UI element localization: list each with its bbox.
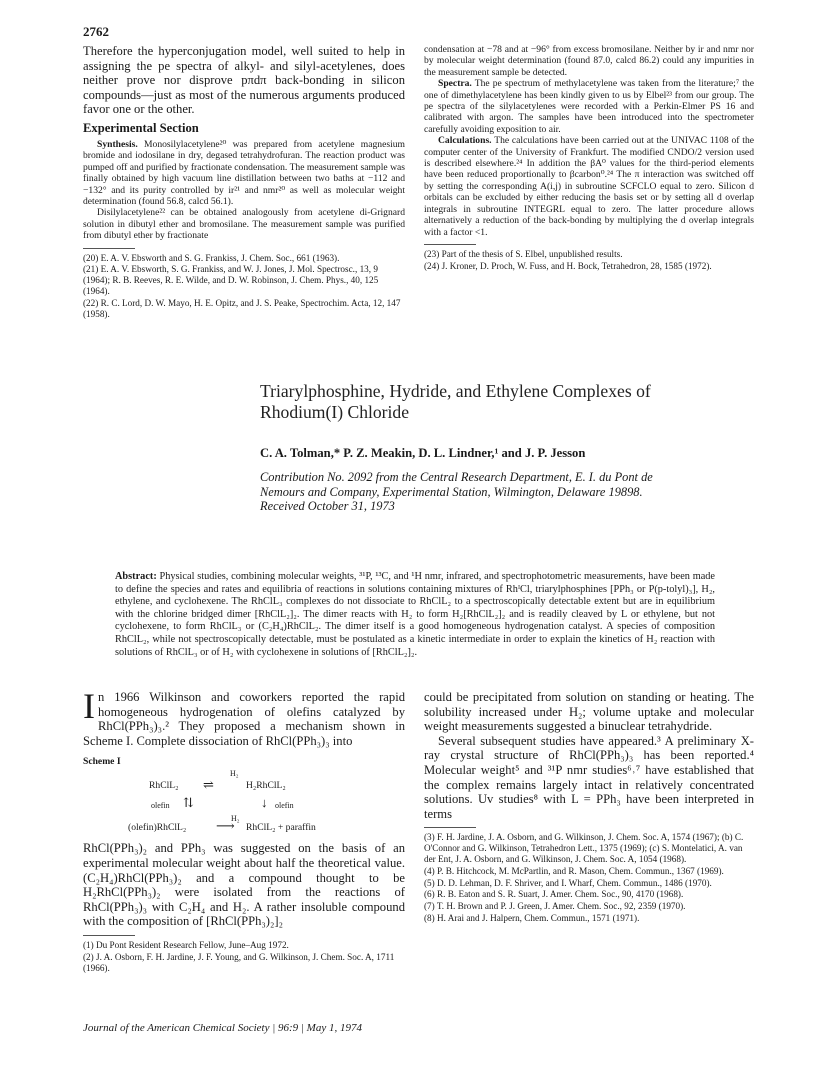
footnote: (5) D. D. Lehman, D. F. Shriver, and I. Wharf, Chem. Commun., 1486 (1970). xyxy=(424,877,712,888)
bottom-left-column xyxy=(83,686,405,974)
intro-paragraph xyxy=(83,686,405,748)
scheme-title: Scheme I xyxy=(83,756,121,768)
footnote: (21) E. A. V. Ebsworth, S. G. Frankiss, and W. J. Jones, J. Mol. Spectrosc., 13, 9 (1964); R. B. Reeves, R. E. Wilde, and D. W. Robinson, J. Chem. Phys., 40, 125 (1964). xyxy=(83,264,379,297)
article-authors: C. A. Tolman,* P. Z. Meakin, D. L. Lindner,¹ and J. P. Jesson xyxy=(260,446,586,460)
disilyl-paragraph: Disilylacetylene²² can be obtained analogously from acetylene di-Grignard solution in dibutyl ether and bromosilane. The measurement sample was purified from dibutyl ether by fractionate xyxy=(83,207,405,242)
calculations-text: The calculations have been carried out at the UNIVAC 1108 of the computer center of the University of Frankfurt. The modified CNDO/2 version used is described elsewhere.²⁴ In addition the βA⁰ values for the third-period elements have been reduced proportionally to βcarbon⁰.²⁴ The π interaction was switched off by setting the corresponding A(i,j) in subroutine SCFCLO equal to zero. Silicon d orbitals can be excluded by either reducing the basis set or by setting all d overlap integrals in subroutine INTEGRL equal to zero. The latter procedure allows alternatively a reduction of the back-bonding by multiplying the d overlap integrals with a factor <1. xyxy=(424,135,754,238)
synthesis-paragraph xyxy=(83,139,405,207)
reaction-scheme xyxy=(83,771,405,871)
article-affiliation: Contribution No. 2092 from the Central Research Department, E. I. du Pont de Nemours and Company, Experimental Station, Wilmington, Delaware 19898. Received October 31, 1973 xyxy=(260,470,653,514)
scheme-down-arrow: ↓ xyxy=(261,795,268,811)
footnote: (4) P. B. Hitchcock, M. McPartlin, and R. Mason, Chem. Commun., 1367 (1969). xyxy=(424,865,724,876)
footnote: (8) H. Arai and J. Halpern, Chem. Commun., 1571 (1971). xyxy=(424,912,640,923)
top-right-footnotes xyxy=(424,249,754,272)
scheme-h2-top: H₂ xyxy=(230,769,239,779)
abstract-label: Abstract: xyxy=(115,571,157,582)
section-heading: Experimental Section xyxy=(83,120,199,135)
footnote: (6) R. B. Eaton and S. R. Suart, J. Amer. Chem. Soc., 90, 4170 (1968). xyxy=(424,889,684,900)
after-scheme-paragraph: RhCl(PPh₃)₂ and PPh₃ was suggested on the basis of an experimental molecular weight about half the theoretical value. (C₂H₄)RhCl(PPh₃)₂ and a compound thought to be H₂RhCl(PPh₃)₂ were isolated from the reactions of RhCl(PPh₃)₃ with C₂H₄ and H₂. A rather insoluble compound with the composition of [RhCl(PPh₃)₂]₂ xyxy=(83,841,405,929)
footnote: (20) E. A. V. Ebsworth and S. G. Frankiss, J. Chem. Soc., 661 (1963). xyxy=(83,252,340,263)
scheme-olefin-right: olefin xyxy=(275,801,294,811)
footnote: (23) Part of the thesis of S. Elbel, unpublished results. xyxy=(424,248,623,259)
abstract xyxy=(115,571,715,659)
bottom-right-footnotes xyxy=(424,832,754,923)
scheme-h2-bottom: H₂ xyxy=(231,814,240,824)
top-left-footnotes xyxy=(83,253,405,320)
footnote-rule xyxy=(424,244,476,245)
top-right-column xyxy=(424,44,754,273)
intro-paragraph: Therefore the hyperconjugation model, well suited to help in assigning the pe spectra of alkyl- and silyl-acetylenes, does neither prove nor disprove pπdπ back-bonding in silicon compounds—just as most of the numerous arguments produced favor one or the other. xyxy=(83,44,405,117)
footnote: (3) F. H. Jardine, J. A. Osborn, and G. Wilkinson, J. Chem. Soc. A, 1574 (1967); (b) C. O'Connor and G. Wilkinson, Tetrahedron Lett., 1375 (1969); (c) S. Montelatici, A. van der Ent, J. A. Osborn, and G. Wilkinson, J. Chem. Soc. A, 1054 (1968). xyxy=(424,832,744,864)
synthesis-label: Synthesis. xyxy=(97,138,138,150)
synthesis-text: Monosilylacetylene²⁰ was prepared from acetylene magnesium bromide and iodosilane in dry, degased tetrahydrofuran. The reaction product was pumped off and purified by fractionate condensation. The measurement sample was finally obtained by high vacuum line distillation between two baths at −112 and −132° and its purity controlled by ir²¹ and nmr²⁰ as well as molecular weight determination (found 56.8, calcd 56.1). xyxy=(83,138,405,207)
scheme-olefin-left: olefin xyxy=(151,801,170,811)
scheme-h2rhcll2: H₂RhClL₂ xyxy=(246,780,286,792)
spectra-paragraph xyxy=(424,78,754,135)
scheme-up-down-arrow: ⇅ xyxy=(183,795,194,811)
spectra-text: The pe spectrum of methylacetylene was taken from the literature;⁷ the one of dimethylacetylene has been kindly given to us by Elbel²³ from our group. The pe spectra of the silylacetylenes were recorded with a Perkin-Elmer PS 16 and calibrated with argon. The samples have been introduced into the spectrometer carefully avoiding exposition to air. xyxy=(424,78,754,135)
footnote: (22) R. C. Lord, D. W. Mayo, H. E. Opitz, and J. S. Peake, Spectrochim. Acta, 12, 147 (1958). xyxy=(83,297,401,319)
abstract-text: Physical studies, combining molecular weights, ³¹P, ¹³C, and ¹H nmr, infrared, and spectrophotometric measurements, have been made to define the species and rates and equilibria of reactions in solutions containing mixtures of RhᴵCl, triarylphosphines [PPh₃ or P(p-tolyl)₃], H₂, ethylene, and cyclohexene. The RhClL₃ complexes do not dissociate to RhClL₂ to a spectroscopically detectable extent but are in equilibrium with the chlorine bridged dimer [RhClL₂]₂. The dimer reacts with H₂ to form H₂[RhClL₂]₂ and is readily cleaved by L or ethylene, but not cyclohexene, to form RhClL₃ or (C₂H₄)RhClL₂. The dimer itself is a good homogeneous hydrogenation catalyst. A species of composition RhClL₂, while not spectroscopically detectable, must be postulated as a kinetic intermediate in order to explain the kinetics of H₂ reaction with solutions of RhClL₃ or of H₂ with cyclohexene in solutions of [RhClL₂]₂. xyxy=(115,571,716,658)
spectra-label: Spectra. xyxy=(438,78,472,90)
footnote: (2) J. A. Osborn, F. H. Jardine, J. F. Young, and G. Wilkinson, J. Chem. Soc. A, 1711 (1966). xyxy=(83,951,395,973)
scheme-product: RhClL₂ + paraffin xyxy=(246,822,316,834)
scheme-olefin-complex: (olefin)RhClL₂ xyxy=(128,822,187,834)
footnote-rule xyxy=(83,248,135,249)
article-title: Triarylphosphine, Hydride, and Ethylene Complexes of Rhodium(I) Chloride xyxy=(260,381,651,422)
scheme-right-arrow: ⟶ xyxy=(216,818,235,834)
page-number: 2762 xyxy=(83,24,109,39)
journal-footer: Journal of the American Chemical Society | 96:9 | May 1, 1974 xyxy=(83,1022,362,1034)
scheme-equilibrium-arrow: ⇌ xyxy=(203,777,214,793)
continued-paragraph: could be precipitated from solution on standing or heating. The solubility increased under H₂; volume uptake and molecular weight measurements suggested a binuclear tetrahydride. xyxy=(424,690,754,734)
calculations-label: Calculations. xyxy=(438,135,492,147)
footnote: (24) J. Kroner, D. Proch, W. Fuss, and H. Bock, Tetrahedron, 28, 1585 (1972). xyxy=(424,260,712,271)
bottom-left-footnotes xyxy=(83,940,405,973)
footnote-rule xyxy=(83,935,135,936)
footnote: (1) Du Pont Resident Research Fellow, June–Aug 1972. xyxy=(83,939,289,950)
bottom-right-column xyxy=(424,690,754,925)
studies-paragraph: Several subsequent studies have appeared.³ A preliminary X-ray crystal structure of RhCl(PPh₃)₃ has been reported.⁴ Molecular weight⁵ and ³¹P nmr studies⁶˒⁷ have established that the complex remains largely intact in relatively concentrated solutions. Uv studies⁸ with L = PPh₃ have been interpreted in terms xyxy=(424,733,754,821)
footnote: (7) T. H. Brown and P. J. Green, J. Amer. Chem. Soc., 92, 2359 (1970). xyxy=(424,901,686,912)
drop-cap: I xyxy=(83,686,95,726)
footnote-rule xyxy=(424,827,476,828)
scheme-rhcll2: RhClL₂ xyxy=(149,780,179,792)
continued-paragraph: condensation at −78 and at −96° from excess bromosilane. Neither by ir and nmr nor by molecular weight determination (found 87.0, calcd 86.2) could any impurities in the measurement sample be detected. xyxy=(424,44,754,78)
intro-text: n 1966 Wilkinson and coworkers reported the rapid homogeneous hydrogenation of olefins catalyzed by RhCl(PPh₃)₃.² They proposed a mechanism shown in Scheme I. Complete dissociation of RhCl(PPh₃)₃ into xyxy=(83,690,405,748)
calculations-paragraph xyxy=(424,135,754,238)
top-left-column xyxy=(83,44,405,320)
